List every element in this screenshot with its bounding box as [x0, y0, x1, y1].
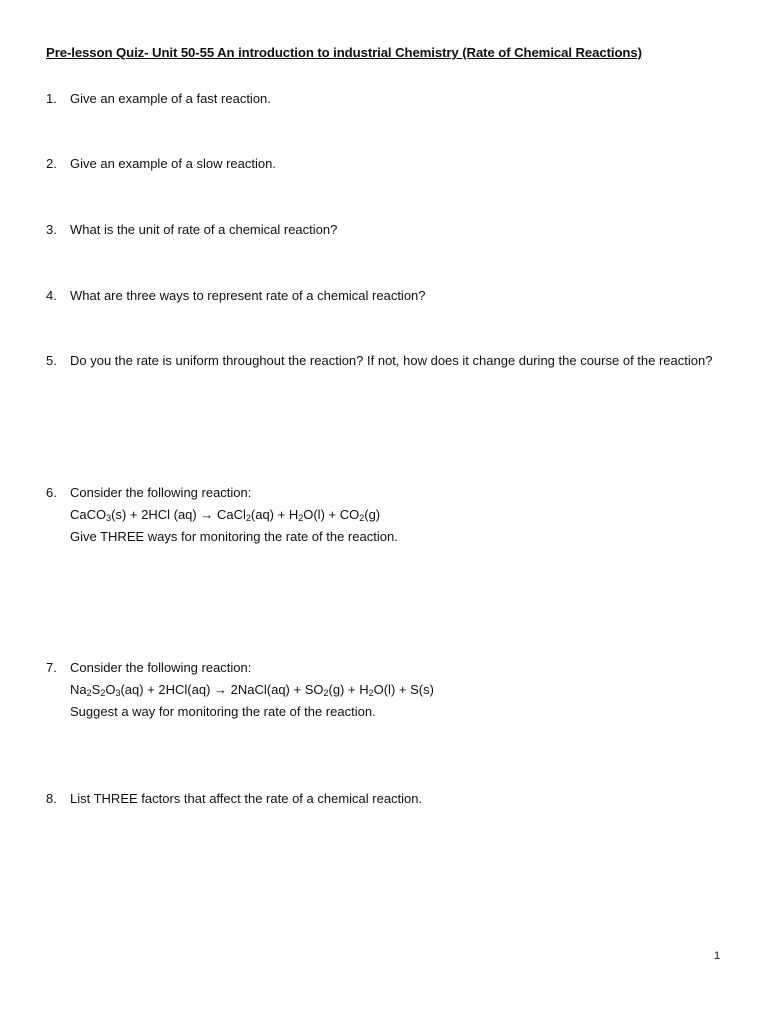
question-text: Give an example of a slow reaction.	[70, 156, 276, 171]
question-7	[46, 657, 730, 723]
question-text: List THREE factors that affect the rate of a chemical reaction.	[70, 791, 423, 806]
question-text: What is the unit of rate of a chemical reaction?	[70, 222, 338, 237]
arrow-icon: →	[214, 682, 228, 697]
question-text: Give an example of a fast reaction.	[70, 91, 271, 106]
chemical-equation: $Na_2S_2O_3(aq) + 2HCl(aq)$ → 2NaCl(aq) + $SO_2(g) + H_2O(l) + S(s)$	[70, 682, 434, 698]
question-number: 7.	[46, 660, 57, 675]
question-number: 1.	[46, 91, 57, 106]
question-number: 2.	[46, 156, 57, 171]
arrow-icon: →	[200, 507, 214, 522]
question-number: 4.	[46, 288, 57, 303]
chemical-equation: CaCO$_3$(s) + 2HCl (aq) → CaCl$_2$(aq) + $H_2O(l) + CO_2(g)$	[70, 507, 381, 523]
question-text: Consider the following reaction:	[70, 485, 252, 500]
question-followup: Suggest a way for monitoring the rate of the reaction.	[70, 704, 376, 719]
question-number: 8.	[46, 791, 57, 806]
question-number: 3.	[46, 222, 57, 237]
question-number: 5.	[46, 353, 57, 368]
question-8	[46, 788, 730, 810]
question-text: What are three ways to represent rate of a chemical reaction?	[70, 288, 426, 303]
question-4	[46, 285, 730, 307]
question-text: Do you the rate is uniform throughout the reaction? If not, how does it change during the course of the reaction?	[70, 353, 713, 368]
question-6	[46, 482, 730, 548]
question-1	[46, 88, 730, 110]
question-3	[46, 219, 730, 241]
page-number: 1	[714, 950, 721, 962]
quiz-title: Pre-lesson Quiz- Unit 50-55 An introduction to industrial Chemistry (Rate of Chemical Reactions)	[46, 45, 642, 60]
question-2	[46, 153, 730, 175]
question-number: 6.	[46, 485, 57, 500]
question-followup: Give THREE ways for monitoring the rate of the reaction.	[70, 529, 398, 544]
question-5	[46, 350, 730, 372]
question-text: Consider the following reaction:	[70, 660, 252, 675]
